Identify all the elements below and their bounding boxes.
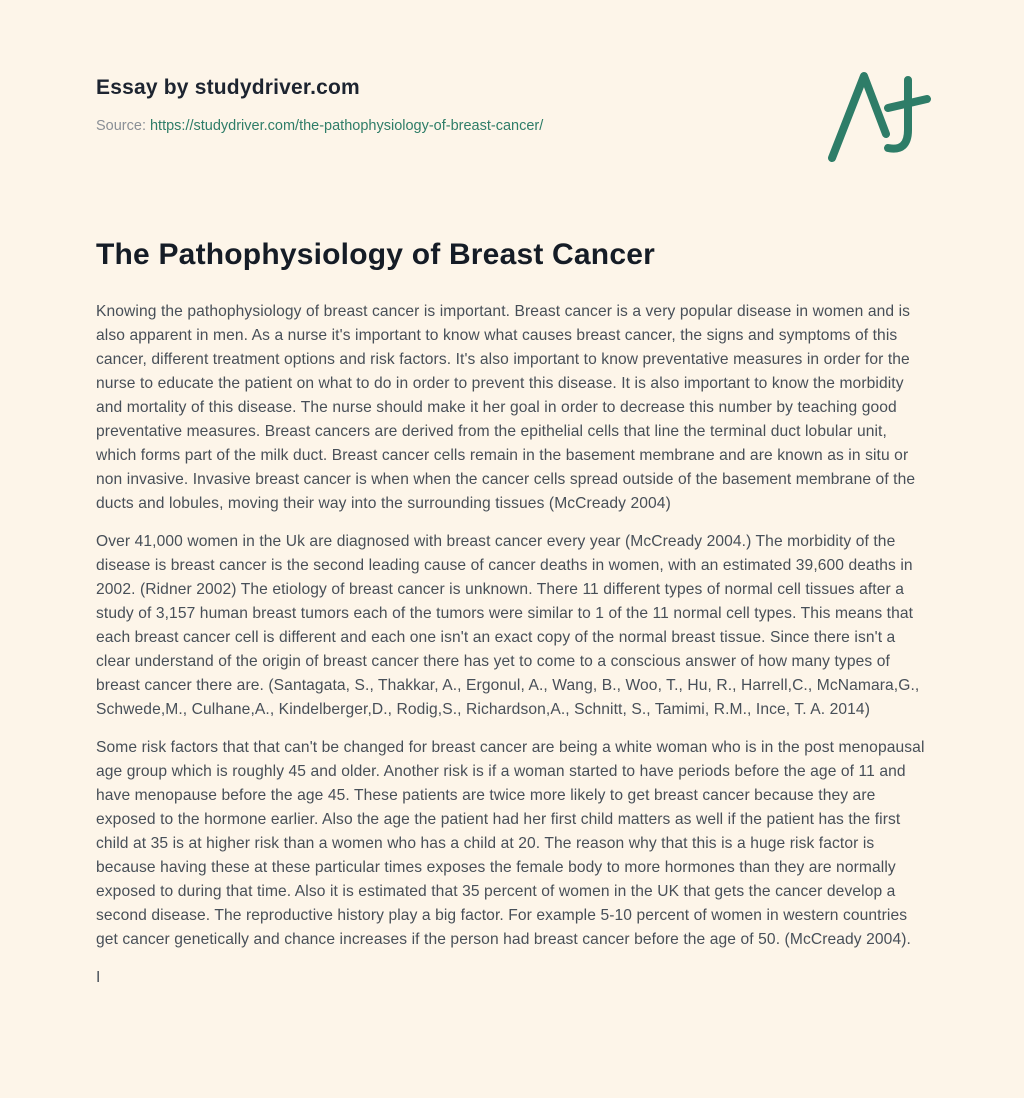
studydriver-logo-icon xyxy=(824,68,932,164)
page-header xyxy=(96,76,928,134)
source-line xyxy=(96,118,928,134)
article-title: The Pathophysiology of Breast Cancer xyxy=(96,238,655,271)
article-paragraph-2: Over 41,000 women in the Uk are diagnosed with breast cancer every year (McCready 2004.) The morbidity of the disease is breast cancer is the second leading cause of cancer deaths in women, with an estimated 39,600 deaths in 2002. (Ridner 2002) The etiology of breast cancer is unknown. There 11 different types of normal cell tissues after a study of 3,157 human breast tumors each of the tumors were similar to 1 of the 11 normal cell types. This means that each breast cancer cell is different and each one isn't an exact copy of the normal breast tissue. Since there isn't a clear understand of the origin of breast cancer there has yet to come to a conscious answer of how many types of breast cancer there are. (Santagata, S., Thakkar, A., Ergonul, A., Wang, B., Woo, T., Hu, R., Harrell,C., McNamara,G., Schwede,M., Culhane,A., Kindelberger,D., Rodig,S., Richardson,A., Schnitt, S., Tamimi, R.M., Ince, T. A. 2014) xyxy=(96,532,920,718)
article-body xyxy=(96,300,928,990)
article-paragraph-1: Knowing the pathophysiology of breast cancer is important. Breast cancer is a very popular disease in women and is also apparent in men. As a nurse it's important to know what causes breast cancer, the signs and symptoms of this cancer, different treatment options and risk factors. It's also important to know preventative measures in order for the nurse to educate the patient on what to do in order to prevent this disease. It is also important to know the morbidity and mortality of this disease. The nurse should make it her goal in order to decrease this number by teaching good preventative measures. Breast cancers are derived from the epithelial cells that line the terminal duct lobular unit, which forms part of the milk duct. Breast cancer cells remain in the basement membrane and are known as in situ or non invasive. Invasive breast cancer is when when the cancer cells spread outside of the basement membrane of the ducts and lobules, moving their way into the surrounding tissues (McCready 2004) xyxy=(96,302,916,512)
article-paragraph-3: Some risk factors that that can't be changed for breast cancer are being a white woman who is in the post menopausal age group which is roughly 45 and older. Another risk is if a woman started to have periods before the age of 11 and have menopause before the age 45. These patients are twice more likely to get breast cancer because they are exposed to the hormone earlier. Also the age the patient had her first child matters as well if the patient has the first child at 35 is at higher risk than a women who has a child at 20. The reason why that this is a huge risk factor is because having these at these particular times exposes the female body to more hormones than they are normally exposed to during that time. Also it is estimated that 35 percent of women in the UK that gets the cancer develop a second disease. The reproductive history play a big factor. For example 5-10 percent of women in western countries get cancer genetically and chance increases if the person had breast cancer before the age of 50. (McCready 2004). xyxy=(96,738,925,948)
essay-byline: Essay by studydriver.com xyxy=(96,76,360,99)
article-paragraph-4-truncated: I xyxy=(96,968,101,986)
source-url-link[interactable]: https://studydriver.com/the-pathophysiology-of-breast-cancer/ xyxy=(149,118,544,134)
source-label: Source: xyxy=(96,118,146,134)
